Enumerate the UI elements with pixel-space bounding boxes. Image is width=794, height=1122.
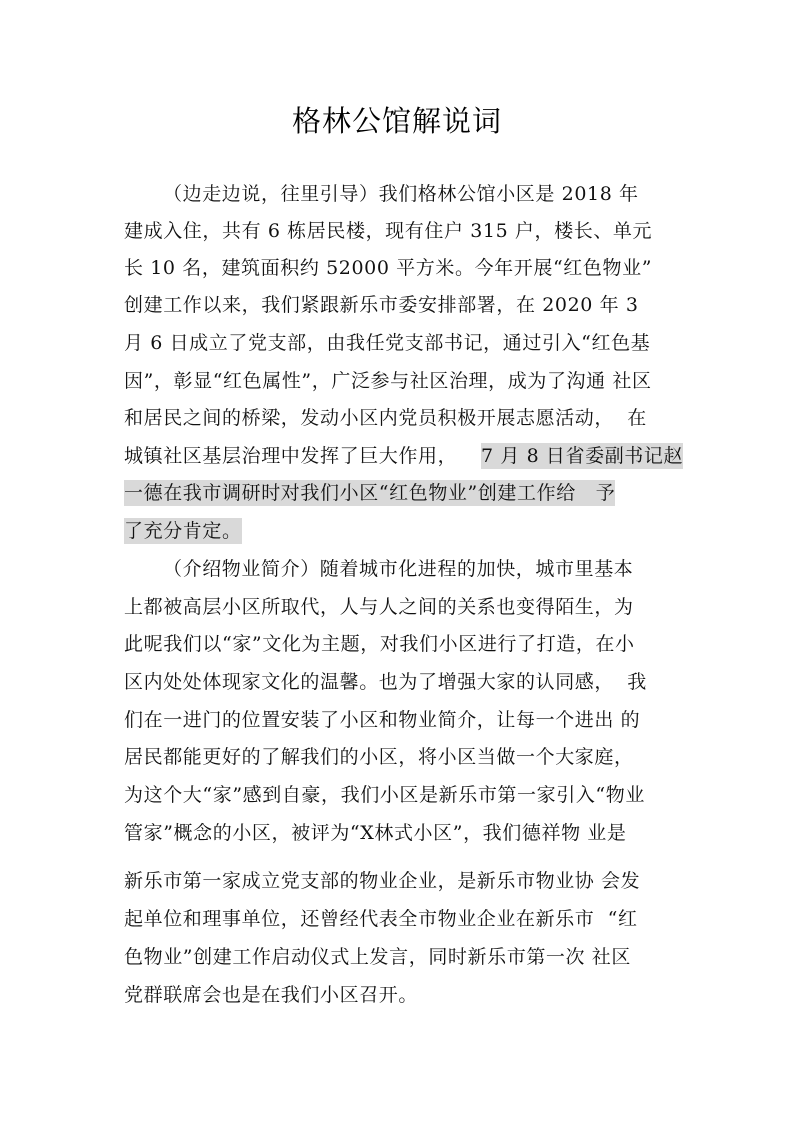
paragraph-line: 月 6 日成立了党支部，由我任党支部书记，通过引入“红色基 xyxy=(124,332,651,354)
paragraph-line: 和居民之间的桥梁，发动小区内党员积极开展志愿活动， 在 xyxy=(124,407,647,429)
highlighted-text: 7 月 8 日省委副书记赵 xyxy=(481,445,684,467)
paragraph-line: 为这个大“家”感到自豪，我们小区是新乐市第一家引入“物业 xyxy=(124,784,645,806)
paragraph-line: 们在一进门的位置安装了小区和物业简介，让每一个进出 的 xyxy=(124,709,641,731)
paragraph-line: 党群联席会也是在我们小区召开。 xyxy=(124,984,419,1006)
paragraph-line: 起单位和理事单位，还曾经代表全市物业企业在新乐市 “红 xyxy=(124,908,638,930)
paragraph-line: 管家”概念的小区，被评为“X林式小区”，我们德祥物 业是 xyxy=(124,822,627,844)
paragraph-line: 上都被高层小区所取代，人与人之间的关系也变得陌生，为 xyxy=(124,596,634,618)
paragraph-line: （介绍物业简介）随着城市化进程的加快，城市里基本 xyxy=(163,558,634,580)
highlighted-text: 了充分肯定。 xyxy=(124,520,242,542)
paragraph-line: 长 10 名，建筑面积约 52000 平方米。今年开展“红色物业” xyxy=(124,257,653,279)
paragraph-line: 区内处处体现家文化的温馨。也为了增强大家的认同感， 我 xyxy=(124,671,647,693)
highlighted-text: 一德在我市调研时对我们小区“红色物业”创建工作给 予 xyxy=(124,482,616,504)
paragraph-line: 创建工作以来，我们紧跟新乐市委安排部署，在 2020 年 3 xyxy=(124,294,639,316)
paragraph-line: （边走边说，往里引导）我们格林公馆小区是 2018 年 xyxy=(163,183,639,205)
paragraph-line: 新乐市第一家成立党支部的物业企业，是新乐市物业协 会发 xyxy=(124,870,641,892)
document-title: 格林公馆解说词 xyxy=(291,104,502,138)
paragraph-line: 居民都能更好的了解我们的小区，将小区当做一个大家庭， xyxy=(124,746,634,768)
paragraph-line: 城镇社区基层治理中发挥了巨大作用， xyxy=(124,445,458,467)
paragraph-line: 色物业”创建工作启动仪式上发言，同时新乐市第一次 社区 xyxy=(124,946,631,968)
paragraph-line: 因”，彰显“红色属性”，广泛参与社区治理，成为了沟通 社区 xyxy=(124,370,652,392)
paragraph-line: 建成入住，共有 6 栋居民楼，现有住户 315 户，楼长、单元 xyxy=(124,220,653,242)
paragraph-line: 此呢我们以“家”文化为主题，对我们小区进行了打造，在小 xyxy=(124,633,635,655)
